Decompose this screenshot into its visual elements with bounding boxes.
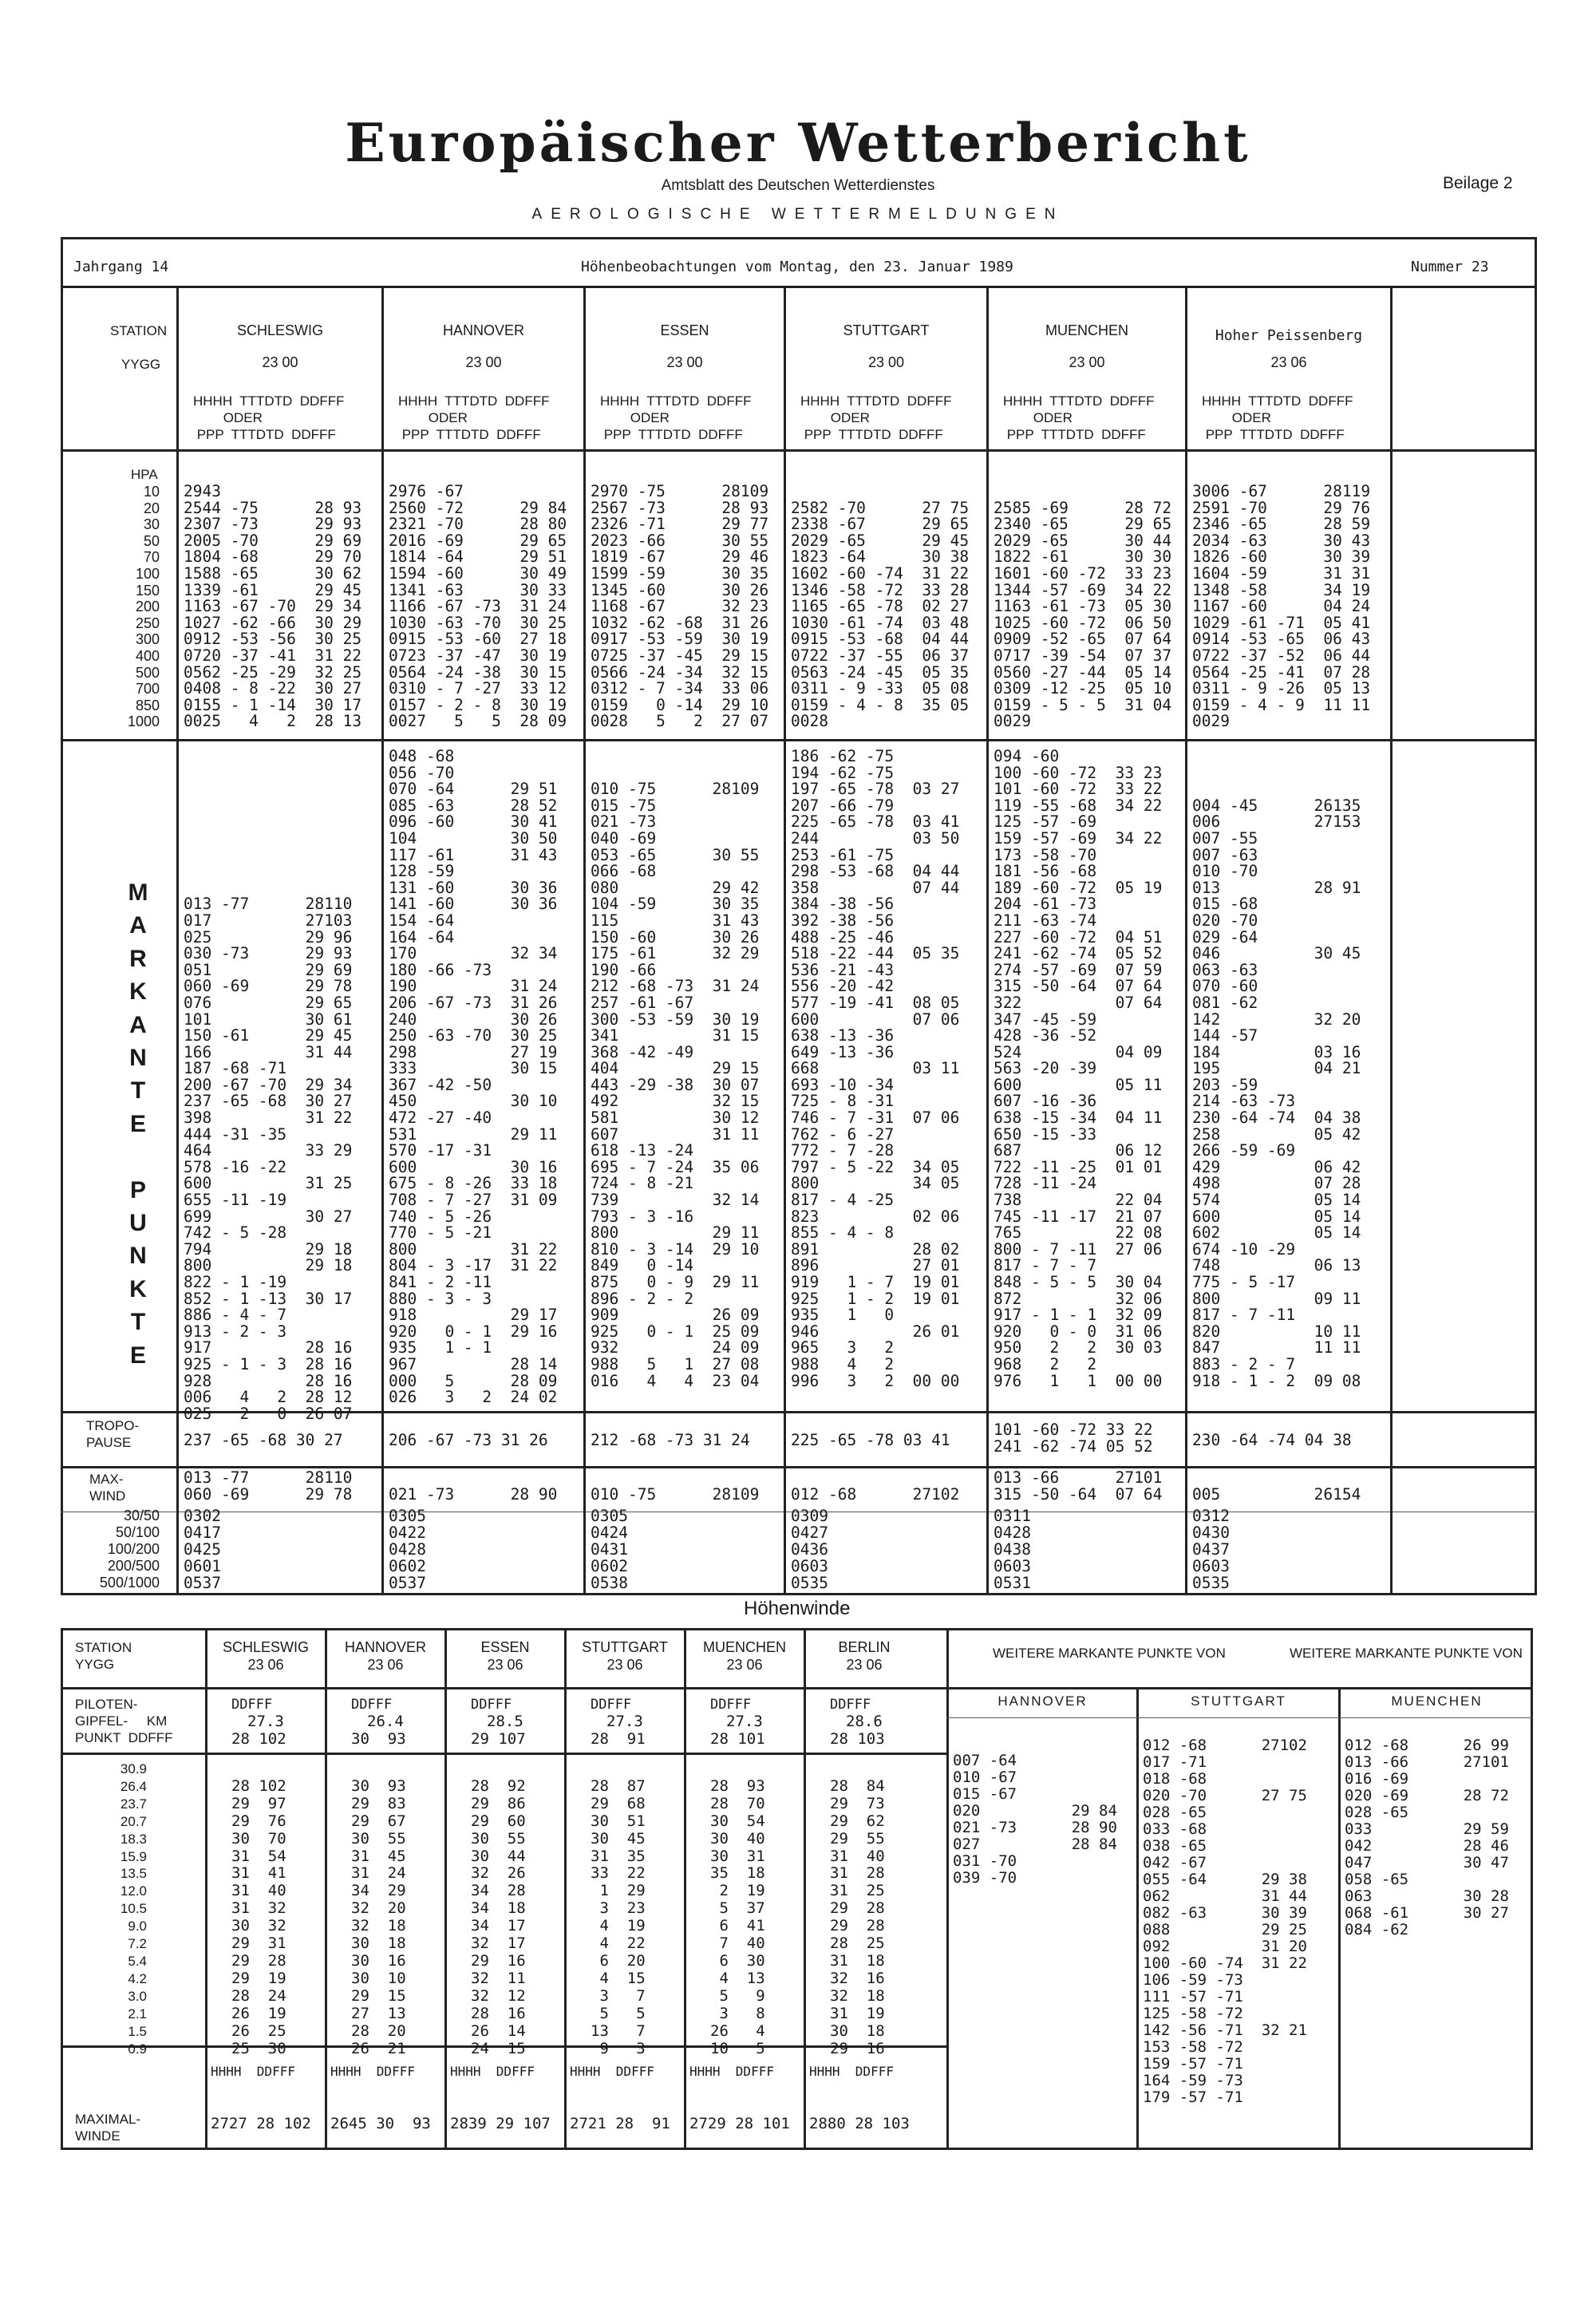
station-maxwind-muenchen: 013 -66 27101 315 -50 -64 07 64 bbox=[994, 1468, 1163, 1504]
station-name-stuttgart: STUTTGART bbox=[843, 322, 930, 338]
wind-ddfff-label-schleswig: DDFFF bbox=[231, 1697, 273, 1713]
weitere-title-left: WEITERE MARKANTE PUNKTE VON bbox=[993, 1646, 1226, 1661]
wind-yygg-essen: 23 06 bbox=[487, 1657, 523, 1673]
wind-max-header-stuttgart: HHHH DDFFF bbox=[570, 2064, 654, 2079]
station-shear-schleswig: 0302 0417 0425 0601 0537 bbox=[184, 1507, 221, 1592]
subtitle: Amtsblatt des Deutschen Wetterdienstes bbox=[661, 177, 935, 194]
station-colheader-stuttgart: HHHH TTTDTD DDFFF ODER PPP TTTDTD DDFFF bbox=[800, 393, 952, 442]
wind-values-hannover: 30 93 29 83 29 67 30 55 31 45 31 24 34 29 32 20 32 18 30 18 30 16 30 10 29 15 27 13 28 20 26 21 bbox=[351, 1776, 406, 2057]
wind-gipfel-ddfff-berlin: 28 103 bbox=[830, 1730, 885, 1748]
maximal-label: MAXIMAL- WINDE bbox=[75, 2112, 141, 2144]
wind-gipfel-ddfff-schleswig: 28 102 bbox=[231, 1730, 286, 1748]
station-yygg-hannover: 23 00 bbox=[465, 354, 502, 370]
weitere-station-muenchen: MUENCHEN bbox=[1391, 1693, 1483, 1709]
station-yygg-stuttgart: 23 00 bbox=[867, 354, 905, 370]
station-markante-schleswig: 013 -77 28110 017 27103 025 29 96 030 -73 29 93 051 29 69 060 -69 29 78 076 29 65 101 30 61 150 -61 29 45 166 31 44 187 -68 -71 200 -67 -70 29 34 237 -65 -68 30 27 398 31 22 444 -31 -35 464 33 29 578 -16 -22 600 31 25 655 -11 -19 699 30 27 742 - 5 -28 794 29 18 800 29 18 822 - 1 -19 852 - 1 -13 30 17 886 - 4 - 7 913 - 2 - 3 917 28 16 925 - 1 - 3 28 16 928 28 16 006 4 2 28 12 025 2 0 26 07 bbox=[184, 895, 353, 1423]
wind-yygg-muenchen: 23 06 bbox=[726, 1657, 763, 1673]
wind-gipfel-ddfff-stuttgart: 28 91 bbox=[591, 1730, 646, 1748]
station-yygg-schleswig: 23 00 bbox=[262, 354, 298, 370]
maxwind-label: MAX- WIND bbox=[89, 1472, 126, 1504]
wind-station-hannover: HANNOVER bbox=[344, 1639, 426, 1655]
station-maxwind-schleswig: 013 -77 28110 060 -69 29 78 bbox=[184, 1468, 353, 1504]
weitere-station-stuttgart: STUTTGART bbox=[1191, 1693, 1286, 1709]
wind-values-muenchen: 28 93 28 70 30 54 30 40 30 31 35 18 2 19 5 37 6 41 7 40 6 30 4 13 5 9 3 8 26 4 10 5 bbox=[710, 1776, 765, 2057]
wind-ddfff-label-muenchen: DDFFF bbox=[710, 1697, 752, 1713]
hoehenwinde-title: Höhenwinde bbox=[744, 1598, 851, 1619]
station-markante-stuttgart: 186 -62 -75 194 -62 -75 197 -65 -78 03 27 207 -66 -79 225 -65 -78 03 41 244 03 50 253 -61 -75 298 -53 -68 04 44 358 07 44 384 -38 -56 392 -38 -56 488 -25 -46 518 -22 -44 05 35 536 -21 -43 556 -20 -42 577 -19 -41 08 05 600 07 06 638 -13 -36 649 -13 -36 668 03 11 693 -10 -34 725 - 8 -31 746 - 7 -31 07 06 762 - 6 -27 772 - 7 -28 797 - 5 -22 34 05 800 34 05 817 - 4 -25 823 02 06 855 - 4 - 8 891 28 02 896 27 01 919 1 - 7 19 01 925 1 - 2 19 01 935 1 0 946 26 01 965 3 2 988 4 2 996 3 2 00 00 bbox=[791, 747, 960, 1390]
station-tropopause-muenchen: 101 -60 -72 33 22 241 -62 -74 05 52 bbox=[994, 1421, 1153, 1456]
wind-max-header-schleswig: HHHH DDFFF bbox=[211, 2064, 295, 2079]
station-name-hoher-peissenberg: Hoher Peissenberg bbox=[1215, 327, 1363, 344]
wind-ddfff-label-stuttgart: DDFFF bbox=[591, 1697, 632, 1713]
hpa-label: HPA bbox=[131, 467, 158, 482]
station-maxwind-essen: 010 -75 28109 bbox=[591, 1484, 760, 1504]
wind-gipfel-km-hannover: 26.4 bbox=[367, 1713, 404, 1730]
wind-max-berlin: 2880 28 103 bbox=[809, 2115, 910, 2132]
wind-ddfff-label-berlin: DDFFF bbox=[830, 1697, 871, 1713]
wind-max-header-berlin: HHHH DDFFF bbox=[809, 2064, 894, 2079]
station-levels-stuttgart: 2582 -70 27 75 2338 -67 29 65 2029 -65 29 45 1823 -64 30 38 1602 -60 -74 31 22 1346 -58 -72 33 28 1165 -65 -78 02 27 1030 -61 -74 03 48 0915 -53 -68 04 44 0722 -37 -55 06 37 0563 -24 -45 05 35 0311 - 9 -33 05 08 0159 - 4 - 8 35 05 0028 bbox=[791, 498, 970, 731]
wind-max-header-essen: HHHH DDFFF bbox=[450, 2064, 535, 2079]
wind-values-essen: 28 92 29 86 29 60 30 55 30 44 32 26 34 28 34 18 34 17 32 17 29 16 32 11 32 12 28 16 26 14 24 15 bbox=[471, 1776, 526, 2057]
jahrgang: Jahrgang 14 bbox=[73, 259, 169, 275]
station-maxwind-hoher-peissenberg: 005 26154 bbox=[1192, 1484, 1361, 1504]
station-yygg-essen: 23 00 bbox=[666, 354, 703, 370]
wind-gipfel-km-berlin: 28.6 bbox=[846, 1713, 883, 1730]
tropopause-label: TROPO- PAUSE bbox=[86, 1418, 140, 1450]
weitere-values-muenchen: 012 -68 26 99 013 -66 27101 016 -69 020 -69 28 72 028 -65 033 29 59 042 28 46 047 30 47 058 -65 063 30 28 068 -61 30 27 084 -62 bbox=[1345, 1737, 1509, 1938]
station-colheader-hoher-peissenberg: HHHH TTTDTD DDFFF ODER PPP TTTDTD DDFFF bbox=[1202, 393, 1353, 442]
wind-heights: 30.9 26.4 23.7 20.7 18.3 15.9 13.5 12.0 10.5 9.0 7.2 5.4 4.2 3.0 2.1 1.5 0.9 bbox=[120, 1761, 147, 2057]
station-markante-hannover: 048 -68 056 -70 070 -64 29 51 085 -63 28 52 096 -60 30 41 104 30 50 117 -61 31 43 128 -59 131 -60 30 36 141 -60 30 36 154 -64 164 -64 170 32 34 180 -66 -73 190 31 24 206 -67 -73 31 26 240 30 26 250 -63 -70 30 25 298 27 19 333 30 15 367 -42 -50 450 30 10 472 -27 -40 531 29 11 570 -17 -31 600 30 16 675 - 8 -26 33 18 708 - 7 -27 31 09 740 - 5 -26 770 - 5 -21 800 31 22 804 - 3 -17 31 22 841 - 2 -11 880 - 3 - 3 918 29 17 920 0 - 1 29 16 935 1 - 1 967 28 14 000 5 28 09 026 3 2 24 02 bbox=[389, 747, 558, 1407]
station-levels-essen: 2970 -75 28109 2567 -73 28 93 2326 -71 29 77 2023 -66 30 55 1819 -67 29 46 1599 -59 30 35 1345 -60 30 26 1168 -67 32 23 1032 -62 -68 31 26 0917 -53 -59 30 19 0725 -37 -45 29 15 0566 -24 -34 32 15 0312 - 7 -34 33 06 0159 0 -14 29 10 0028 5 2 27 07 bbox=[591, 482, 769, 731]
station-markante-essen: 010 -75 28109 015 -75 021 -73 040 -69 053 -65 30 55 066 -68 080 29 42 104 -59 30 35 115 31 43 150 -60 30 26 175 -61 32 29 190 -66 212 -68 -73 31 24 257 -61 -67 300 -53 -59 30 19 341 31 15 368 -42 -49 404 29 15 443 -29 -38 30 07 492 32 15 581 30 12 607 31 11 618 -13 -24 695 - 7 -24 35 06 724 - 8 -21 739 32 14 793 - 3 -16 800 29 11 810 - 3 -14 29 10 849 0 -14 875 0 - 9 29 11 896 - 2 - 2 909 26 09 925 0 - 1 25 09 932 24 09 988 5 1 27 08 016 4 4 23 04 bbox=[591, 780, 760, 1390]
beilage-label: Beilage 2 bbox=[1443, 174, 1513, 192]
station-name-schleswig: SCHLESWIG bbox=[236, 322, 324, 338]
wind-yygg-berlin: 23 06 bbox=[846, 1657, 883, 1673]
wind-max-muenchen: 2729 28 101 bbox=[689, 2115, 790, 2132]
station-shear-muenchen: 0311 0428 0438 0603 0531 bbox=[994, 1507, 1031, 1592]
wind-values-stuttgart: 28 87 29 68 30 51 30 45 31 35 33 22 1 29 3 23 4 19 4 22 6 20 4 15 3 7 5 5 13 7 9 3 bbox=[591, 1776, 646, 2057]
weitere-values-hannover: 007 -64 010 -67 015 -67 020 29 84 021 -73 28 90 027 28 84 031 -70 039 -70 bbox=[953, 1752, 1117, 1887]
station-name-hannover: HANNOVER bbox=[442, 322, 524, 338]
weitere-values-stuttgart: 012 -68 27102 017 -71 018 -68 020 -70 27 75 028 -65 033 -68 038 -65 042 -67 055 -64 29 38 062 31 44 082 -63 30 39 088 29 25 092 31 20 100 -60 -74 31 22 106 -59 -73 111 -57 -71 125 -58 -72 142 -56 -71 32 21 153 -58 -72 159 -57 -71 164 -59 -73 179 -57 -71 bbox=[1143, 1737, 1307, 2106]
station-shear-essen: 0305 0424 0431 0602 0538 bbox=[591, 1507, 628, 1592]
wind-values-berlin: 28 84 29 73 29 62 29 55 31 40 31 28 31 25 29 28 29 28 28 25 31 18 32 16 32 18 31 19 30 18 29 16 bbox=[830, 1776, 885, 2057]
station-yygg-hoher-peissenberg: 23 06 bbox=[1270, 354, 1307, 370]
wind-station-berlin: BERLIN bbox=[838, 1639, 891, 1655]
page-title: Europäischer Wetterbericht bbox=[345, 112, 1251, 174]
station-colheader-muenchen: HHHH TTTDTD DDFFF ODER PPP TTTDTD DDFFF bbox=[1003, 393, 1155, 442]
station-yygg-muenchen: 23 00 bbox=[1069, 354, 1105, 370]
station-name-muenchen: MUENCHEN bbox=[1045, 322, 1128, 338]
wind-values-schleswig: 28 102 29 97 29 76 30 70 31 54 31 41 31 40 31 32 30 32 29 31 29 28 29 19 28 24 26 19 26 25 25 30 bbox=[231, 1776, 286, 2057]
nummer: Nummer 23 bbox=[1411, 259, 1489, 275]
station-tropopause-stuttgart: 225 -65 -78 03 41 bbox=[791, 1431, 950, 1449]
wind-max-essen: 2839 29 107 bbox=[450, 2115, 551, 2132]
wind-ddfff-label-hannover: DDFFF bbox=[351, 1697, 393, 1713]
wind-station-schleswig: SCHLESWIG bbox=[222, 1639, 310, 1655]
station-levels-hoher-peissenberg: 3006 -67 28119 2591 -70 29 76 2346 -65 28 59 2034 -63 30 43 1826 -60 30 39 1604 -59 31 31 1348 -58 34 19 1167 -60 04 24 1029 -61 -71 05 41 0914 -53 -65 06 43 0722 -37 -52 06 44 0564 -25 -41 07 28 0311 - 9 -26 05 13 0159 - 4 - 9 11 11 0029 bbox=[1192, 482, 1371, 731]
wind-yygg-schleswig: 23 06 bbox=[247, 1657, 284, 1673]
station-shear-hoher-peissenberg: 0312 0430 0437 0603 0535 bbox=[1192, 1507, 1230, 1592]
markante-punkte-label: M A R K A N T E P U N K T E bbox=[128, 879, 148, 1369]
observation-date: Höhenbeobachtungen vom Montag, den 23. Januar 1989 bbox=[581, 259, 1013, 275]
yygg-label: YYGG bbox=[121, 357, 161, 372]
station-maxwind-hannover: 021 -73 28 90 bbox=[389, 1484, 558, 1504]
station-levels-muenchen: 2585 -69 28 72 2340 -65 29 65 2029 -65 30 44 1822 -61 30 30 1601 -60 -72 33 23 1344 -57 -69 34 22 1163 -61 -73 05 30 1025 -60 -72 06 50 0909 -52 -65 07 64 0717 -39 -54 07 37 0560 -27 -44 05 14 0309 -12 -25 05 10 0159 - 5 - 5 31 04 0029 bbox=[994, 498, 1172, 731]
wind-max-schleswig: 2727 28 102 bbox=[211, 2115, 311, 2132]
piloten-label: PILOTEN- GIPFEL- KM PUNKT DDFFF bbox=[75, 1697, 173, 1745]
station-name-essen: ESSEN bbox=[660, 322, 709, 338]
station-maxwind-stuttgart: 012 -68 27102 bbox=[791, 1484, 960, 1504]
station-tropopause-essen: 212 -68 -73 31 24 bbox=[591, 1431, 750, 1449]
wind-gipfel-km-stuttgart: 27.3 bbox=[606, 1713, 643, 1730]
wind-max-header-hannover: HHHH DDFFF bbox=[330, 2064, 415, 2079]
station-markante-muenchen: 094 -60 100 -60 -72 33 23 101 -60 -72 33 22 119 -55 -68 34 22 125 -57 -69 159 -57 -69 34 22 173 -58 -70 181 -56 -68 189 -60 -72 05 19 204 -61 -73 211 -63 -74 227 -60 -72 04 51 241 -62 -74 05 52 274 -57 -69 07 59 315 -50 -64 07 64 322 07 64 347 -45 -59 428 -36 -52 524 04 09 563 -20 -39 600 05 11 607 -16 -36 638 -15 -34 04 11 650 -15 -33 687 06 12 722 -11 -25 01 01 728 -11 -24 738 22 04 745 -11 -17 21 07 765 22 08 800 - 7 -11 27 06 817 - 7 - 7 848 - 5 - 5 30 04 872 32 06 917 - 1 - 1 32 09 920 0 - 0 31 06 950 2 2 30 03 968 2 2 976 1 1 00 00 bbox=[994, 747, 1163, 1390]
station-colheader-essen: HHHH TTTDTD DDFFF ODER PPP TTTDTD DDFFF bbox=[600, 393, 752, 442]
section-title: AEROLOGISCHE WETTERMELDUNGEN bbox=[531, 206, 1065, 223]
wind-gipfel-ddfff-hannover: 30 93 bbox=[351, 1730, 406, 1748]
wind-station-stuttgart: STUTTGART bbox=[582, 1639, 668, 1655]
weitere-station-hannover: HANNOVER bbox=[998, 1693, 1088, 1709]
station-tropopause-schleswig: 237 -65 -68 30 27 bbox=[184, 1431, 343, 1449]
wind-yygg-hannover: 23 06 bbox=[367, 1657, 404, 1673]
wind-ddfff-label-essen: DDFFF bbox=[471, 1697, 512, 1713]
wind-max-header-muenchen: HHHH DDFFF bbox=[689, 2064, 774, 2079]
station-label: STATION bbox=[110, 323, 168, 338]
wind-gipfel-km-muenchen: 27.3 bbox=[726, 1713, 763, 1730]
pressure-levels: 10 20 30 50 70 100 150 200 250 300 400 500 700 850 1000 bbox=[127, 484, 160, 730]
station-levels-hannover: 2976 -67 2560 -72 29 84 2321 -70 28 80 2016 -69 29 65 1814 -64 29 51 1594 -60 30 49 1341 -63 30 33 1166 -67 -73 31 24 1030 -63 -70 30 25 0915 -53 -60 27 18 0723 -37 -47 30 19 0564 -24 -38 30 15 0310 - 7 -27 33 12 0157 - 2 - 8 30 19 0027 5 5 28 09 bbox=[389, 482, 567, 731]
wind-gipfel-ddfff-essen: 29 107 bbox=[471, 1730, 526, 1748]
station-tropopause-hannover: 206 -67 -73 31 26 bbox=[389, 1431, 548, 1449]
station-colheader-hannover: HHHH TTTDTD DDFFF ODER PPP TTTDTD DDFFF bbox=[398, 393, 550, 442]
shear-labels: 30/50 50/100 100/200 200/500 500/1000 bbox=[99, 1508, 160, 1591]
station-shear-hannover: 0305 0422 0428 0602 0537 bbox=[389, 1507, 426, 1592]
weitere-title-right: WEITERE MARKANTE PUNKTE VON bbox=[1290, 1646, 1523, 1661]
wind-station-label: STATION YYGG bbox=[75, 1640, 132, 1672]
station-markante-hoher-peissenberg: 004 -45 26135 006 27153 007 -55 007 -63 010 -70 013 28 91 015 -68 020 -70 029 -64 046 30 45 063 -63 070 -60 081 -62 142 32 20 144 -57 184 03 16 195 04 21 203 -59 214 -63 -73 230 -64 -74 04 38 258 05 42 266 -59 -69 429 06 42 498 07 28 574 05 14 600 05 14 602 05 14 674 -10 -29 748 06 13 775 - 5 -17 800 09 11 817 - 7 -11 820 10 11 847 11 11 883 - 2 - 7 918 - 1 - 2 09 08 bbox=[1192, 796, 1361, 1390]
wind-gipfel-km-schleswig: 27.3 bbox=[247, 1713, 284, 1730]
wind-gipfel-km-essen: 28.5 bbox=[487, 1713, 523, 1730]
wind-station-essen: ESSEN bbox=[480, 1639, 530, 1655]
wind-yygg-stuttgart: 23 06 bbox=[606, 1657, 643, 1673]
wind-gipfel-ddfff-muenchen: 28 101 bbox=[710, 1730, 765, 1748]
station-colheader-schleswig: HHHH TTTDTD DDFFF ODER PPP TTTDTD DDFFF bbox=[193, 393, 345, 442]
wind-station-muenchen: MUENCHEN bbox=[702, 1639, 786, 1655]
wind-max-stuttgart: 2721 28 91 bbox=[570, 2115, 670, 2132]
station-tropopause-hoher-peissenberg: 230 -64 -74 04 38 bbox=[1192, 1431, 1352, 1449]
station-levels-schleswig: 2943 2544 -75 28 93 2307 -73 29 93 2005 -70 29 69 1804 -68 29 70 1588 -65 30 62 1339 -61 29 45 1163 -67 -70 29 34 1027 -62 -66 30 29 0912 -53 -56 30 25 0720 -37 -41 31 22 0562 -25 -29 32 25 0408 - 8 -22 30 27 0155 - 1 -14 30 17 0025 4 2 28 13 bbox=[184, 482, 362, 731]
station-shear-stuttgart: 0309 0427 0436 0603 0535 bbox=[791, 1507, 828, 1592]
wind-max-hannover: 2645 30 93 bbox=[330, 2115, 431, 2132]
